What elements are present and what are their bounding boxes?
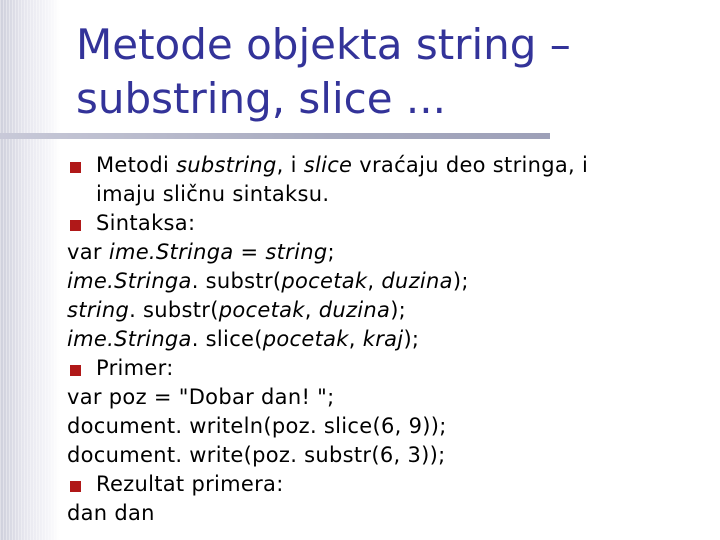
code-segment: ); — [390, 298, 407, 322]
code-segment: . substr( — [129, 298, 219, 322]
result-line: dan dan — [67, 501, 155, 525]
code-segment: ; — [327, 240, 335, 264]
example-code-line: document. write(poz. substr(6, 3)); — [67, 443, 446, 467]
code-italic: pocetak — [281, 269, 368, 293]
bullet-item-example — [67, 354, 707, 383]
code-segment: , — [367, 269, 382, 293]
bullet-item-syntax — [67, 209, 707, 238]
syntax-line — [67, 267, 707, 296]
code-italic: ime.Stringa — [108, 240, 234, 264]
code-italic: kraj — [362, 327, 404, 351]
bullet-text: Sintaksa: — [96, 211, 196, 235]
code-segment: ); — [403, 327, 420, 351]
code-italic: ime.Stringa — [67, 269, 192, 293]
code-italic: pocetak — [218, 298, 305, 322]
bullet-text: Primer: — [96, 356, 174, 380]
slide-title — [76, 18, 696, 126]
code-italic: duzina — [381, 269, 453, 293]
bullet-square-icon — [70, 162, 81, 173]
code-segment: . slice( — [191, 327, 263, 351]
code-italic: string — [67, 298, 130, 322]
syntax-line — [67, 325, 707, 354]
code-segment: . substr( — [191, 269, 282, 293]
bullet-square-icon — [70, 481, 81, 492]
example-code-line: var poz = "Dobar dan! "; — [67, 385, 335, 409]
decorative-left-band — [0, 0, 60, 540]
code-italic: ime.Stringa — [67, 327, 192, 351]
example-code-line: document. writeln(poz. slice(6, 9)); — [67, 414, 447, 438]
bullet-square-icon — [70, 365, 81, 376]
syntax-line — [67, 238, 707, 267]
bullet-item-methods — [67, 151, 707, 180]
code-segment: , — [348, 327, 363, 351]
text-segment: Metodi — [96, 153, 177, 177]
term-slice: slice — [303, 153, 353, 177]
title-line-2: substring, slice ... — [76, 74, 446, 123]
code-segment: , — [304, 298, 319, 322]
text-segment: , i — [276, 153, 304, 177]
term-substring: substring — [176, 153, 277, 177]
code-italic: duzina — [318, 298, 391, 322]
band-stripes — [0, 0, 60, 540]
code-italic: string — [265, 240, 328, 264]
slide-body — [67, 151, 707, 528]
syntax-line — [67, 296, 707, 325]
title-underline — [0, 133, 550, 139]
title-line-1: Metode objekta string – — [76, 20, 571, 69]
text-segment: vraćaju deo stringa, i — [352, 153, 589, 177]
code-segment: = — [233, 240, 266, 264]
code-segment: ); — [452, 269, 469, 293]
code-italic: pocetak — [262, 327, 349, 351]
code-segment: var — [67, 240, 109, 264]
bullet-square-icon — [70, 220, 81, 231]
bullet-item-result — [67, 470, 707, 499]
bullet-item-methods-continued: imaju sličnu sintaksu. — [96, 182, 330, 206]
bullet-text: Rezultat primera: — [96, 472, 284, 496]
